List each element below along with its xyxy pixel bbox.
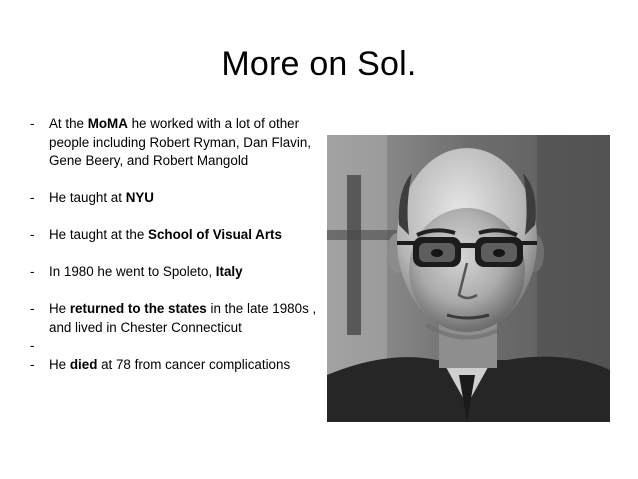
bullet-dash: - [30, 356, 35, 372]
bullet-dash: - [30, 301, 35, 316]
bullet-text: At the [49, 116, 88, 131]
portrait-photo [327, 135, 610, 422]
bullet-text: at 78 from cancer complications [97, 356, 291, 372]
bullet-item [30, 263, 320, 282]
bullet-emphasis: Italy [215, 264, 243, 279]
bullet-text: he worked with a lot of other people including Robert Ryman, Dan Flavin, Gene Beery, and Robert Mangold [49, 116, 312, 168]
bullet-emphasis: died [69, 356, 98, 372]
bullet-item [30, 189, 320, 208]
bullet-emphasis: School of Visual Arts [148, 227, 282, 242]
bullet-dash: - [30, 116, 35, 131]
slide-title: More on Sol. [221, 45, 417, 83]
bullet-text: He taught at the [49, 227, 149, 242]
bullet-item [30, 226, 320, 245]
bullet-emphasis: MoMA [87, 116, 128, 131]
bullet-emphasis: returned to the states [69, 301, 207, 316]
bullet-text: He [49, 356, 70, 372]
bullet-item [30, 337, 320, 356]
bullet-dash: - [30, 338, 35, 353]
bullet-text: He [49, 301, 70, 316]
bullet-text: He taught at [49, 190, 126, 205]
bullet-item [30, 356, 320, 375]
bullet-list [30, 115, 320, 393]
bullet-item [30, 300, 320, 337]
bullet-dash: - [30, 264, 35, 279]
bullet-dash: - [30, 190, 35, 205]
bullet-text: in the late 1980s , and lived in Chester Connecticut [49, 301, 317, 335]
bullet-dash: - [30, 227, 35, 242]
bullet-emphasis: NYU [125, 190, 154, 205]
bullet-item [30, 115, 320, 171]
bullet-text: In 1980 he went to Spoleto, [49, 264, 216, 279]
